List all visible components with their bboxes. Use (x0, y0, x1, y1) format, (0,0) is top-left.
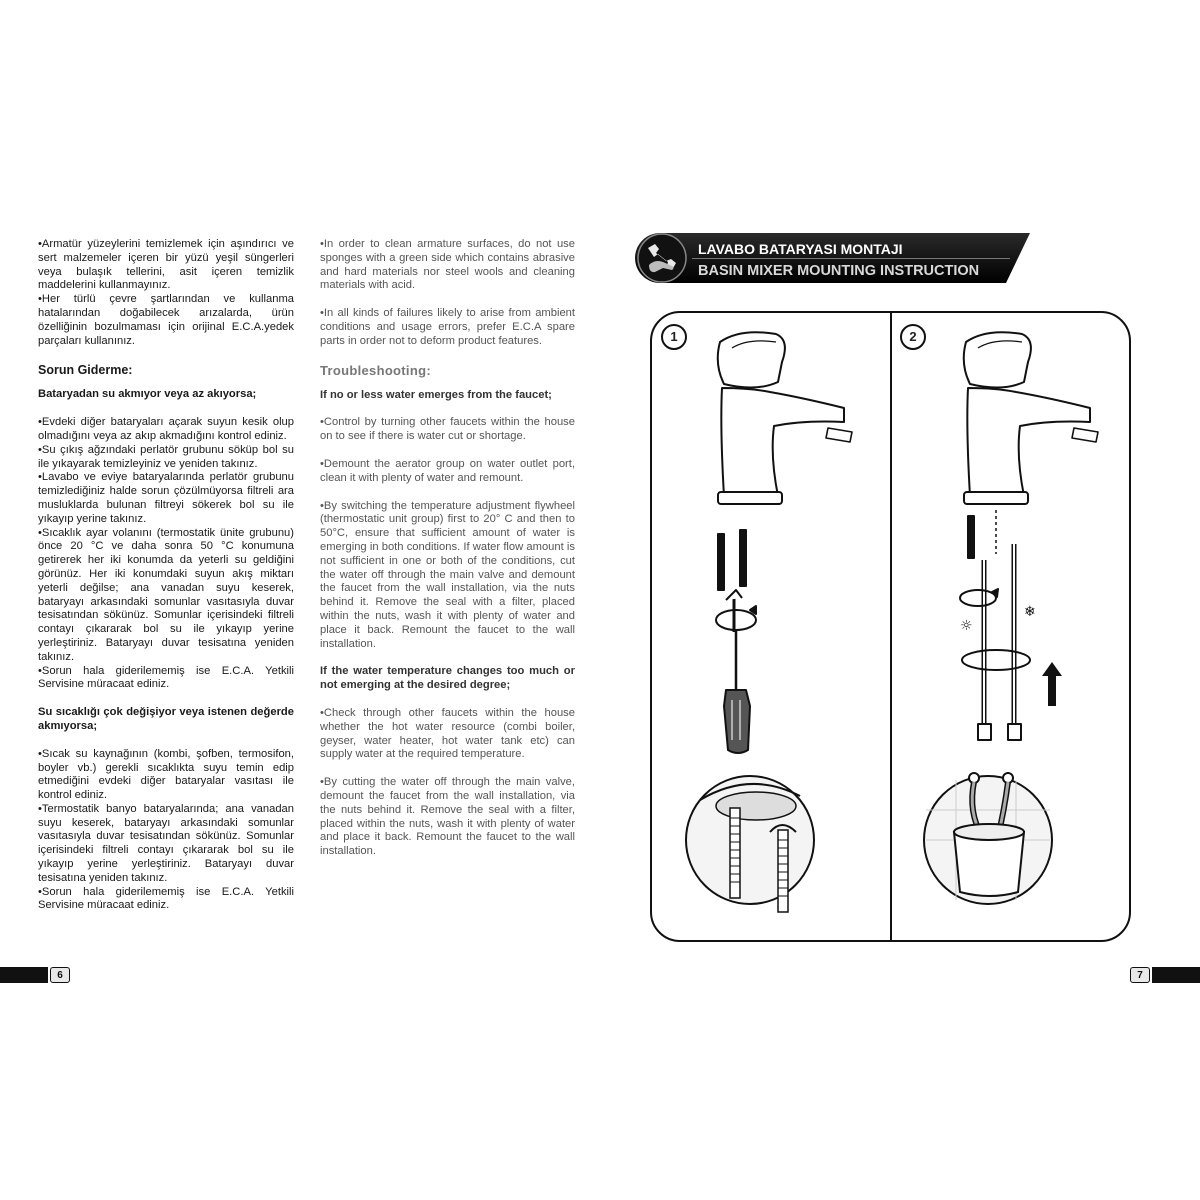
closeup-hose-bucket (924, 773, 1052, 904)
tr-paragraph: •Sorun hala giderilememiş ise E.C.A. Yetkili Servisine müracaat ediniz. (38, 664, 294, 691)
hose-bar (740, 530, 746, 586)
cold-water-icon: ❄ (1024, 604, 1036, 620)
en-paragraph: •By switching the temperature adjustment flywheel (thermostatic unit group) first to 20° C and then to 50°C, ensure that sufficient amount of water is emerging in both conditions. If water flow amount is not sufficient in one or both of the conditions, cut the water off through the main valve and demount the faucet from the wall installation, via the nuts behind it. Remove the seal with a filter, placed within the nuts, wash it with plenty of water and place it back. Remount the faucet to the wall installation. (320, 499, 575, 650)
rotation-arrow (716, 610, 756, 630)
tr-paragraph: •Evdeki diğer bataryaları açarak suyun kesik olup olmadığını veya az akıp akmadığını kontrol ediniz. (38, 416, 294, 442)
tr-subheading: Bataryadan su akmıyor veya az akıyorsa; (38, 388, 257, 401)
en-intro-paragraph: •In all kinds of failures likely to arise from ambient conditions and usage errors, prefer E.C.A spare parts in order not to deform product features. (320, 307, 575, 347)
tr-intro-paragraph: •Her türlü çevre şartlarından ve kullanma hatalarından doğabilecek arızalarda, ürün özelliğinin bozulmaması için orijinal E.C.A.yedek parçaları kullanınız. (38, 293, 294, 347)
step-2-illustration (896, 320, 1126, 940)
step-1-illustration (660, 320, 890, 940)
tr-paragraph: •Sıcak su kaynağının (kombi, şofben, termosifon, boyler vb.) gerekli sıcaklıkta suyu temin edip etmediğini evdeki diğer bataryalar vasıtası ile kontrol ediniz. (38, 747, 294, 802)
en-section-title: Troubleshooting: (320, 362, 431, 378)
bucket (954, 832, 1024, 896)
header-title-turkish: LAVABO BATARYASI MONTAJI (698, 241, 903, 257)
turkish-text-column (38, 238, 294, 913)
faucet-body (721, 388, 844, 496)
step-number-badge: 1 (661, 324, 687, 350)
threaded-rod (730, 808, 740, 898)
en-subheading: If no or less water emerges from the faucet; (320, 388, 552, 401)
step-number-badge: 2 (900, 324, 926, 350)
tr-paragraph: •Sıcaklık ayar volanını (termostatik ünite grubunu) önce 20 °C ve daha sonra 50 °C konumuna getirerek her iki konumda da yeterli su geldiğini görünüz. Her iki konumdaki suyun akış miktarı yeterli değilse; ana vanadan suyu keserek, bataryayı arkasındaki somunlar vasıtasıyla duvar tesisatından sökünüz. Somunlar içerisindeki filtreli contayı çıkararak bol su ile yıkayıp yerine yerleştiriniz. Bataryayı duvar tesisatına yeniden takınız. (38, 526, 294, 663)
closeup-mounting-detail (686, 776, 814, 912)
faucet-base (964, 492, 1028, 504)
page-footer-bar-right (1152, 967, 1200, 983)
faucet-handle (964, 332, 1031, 387)
hose-nut (978, 724, 991, 740)
faucet-body (967, 388, 1090, 496)
tr-paragraph: •Termostatik banyo bataryalarında; ana vanadan suyu keserek, bataryayı arkasındaki somunlar vasıtasıyla duvar tesisatından sökünüz. Somunlar içerisindeki filtreli contayı çıkararak bol su ile yıkayıp yerine yerleştiriniz. Bataryayı duvar tesisatına yeniden takınız. (38, 802, 294, 884)
hot-water-icon: ☼ (960, 618, 973, 634)
tr-subheading: Su sıcaklığı çok değişiyor veya istenen değerde akmıyorsa; (38, 706, 294, 732)
en-paragraph: •Demount the aerator group on water outlet port, clean it with plenty of water and remount. (320, 457, 575, 484)
panel-divider (890, 313, 892, 940)
hose-bar (718, 534, 724, 590)
rotation-arrow (960, 590, 996, 606)
threaded-rod (778, 830, 788, 912)
english-text-column (320, 238, 575, 859)
en-subheading: If the water temperature changes too much or not emerging at the desired degree; (320, 665, 575, 692)
page-footer-bar-left (0, 967, 48, 983)
wrench-hand-icon (636, 232, 688, 284)
faucet-base (718, 492, 782, 504)
en-intro-paragraph: •In order to clean armature surfaces, do not use sponges with a green side which contains abrasive and hard materials nor steel wools and cleaning materials with acid. (320, 238, 575, 292)
tr-paragraph: •Lavabo ve eviye bataryalarında perlatör grubunu temizlediğiniz halde sorun çözülmüyorsa filtreli ara musluklarda bulunan filtreyi sökerek bol su ile yıkayıp yerine takınız. (38, 471, 294, 525)
screwdriver-handle (724, 690, 750, 753)
mounting-header-banner (634, 229, 1030, 287)
mounting-ring (962, 650, 1030, 670)
en-paragraph: •Control by turning other faucets within the house on to see if there is water cut or shortage. (320, 416, 575, 443)
hose-nut (1008, 724, 1021, 740)
up-arrow-icon (1042, 662, 1062, 706)
page-number-left: 6 (50, 967, 70, 983)
tr-intro-paragraph: •Armatür yüzeylerini temizlemek için aşındırıcı ve sert malzemeler içeren bir yüzü yeşil süngerleri veya bulaşık tellerini, asit içeren temizlik maddelerini kullanmayınız. (38, 238, 294, 292)
en-paragraph: •Check through other faucets within the house whether the hot water resource (combi boiler, geyser, water heater, hot water tank etc) can supply water at the required temperature. (320, 706, 575, 761)
faucet-handle (718, 332, 785, 387)
header-title-english: BASIN MIXER MOUNTING INSTRUCTION (698, 263, 980, 279)
tr-paragraph: •Sorun hala giderilememiş ise E.C.A. Yetkili Servisine müracaat ediniz. (38, 885, 294, 912)
en-paragraph: •By cutting the water off through the main valve, demount the faucet from the wall installation, via the nuts behind it. Remove the seal with a filter, placed within the nuts, wash it with plenty of water and place it back. Remount the faucet to the wall installation. (320, 776, 575, 858)
tr-paragraph: •Su çıkış ağzındaki perlatör grubunu söküp bol su ile yıkayarak temizleyiniz ve yeniden takınız. (38, 443, 294, 470)
page-number-right: 7 (1130, 967, 1150, 983)
tr-section-title: Sorun Giderme: (38, 363, 133, 378)
